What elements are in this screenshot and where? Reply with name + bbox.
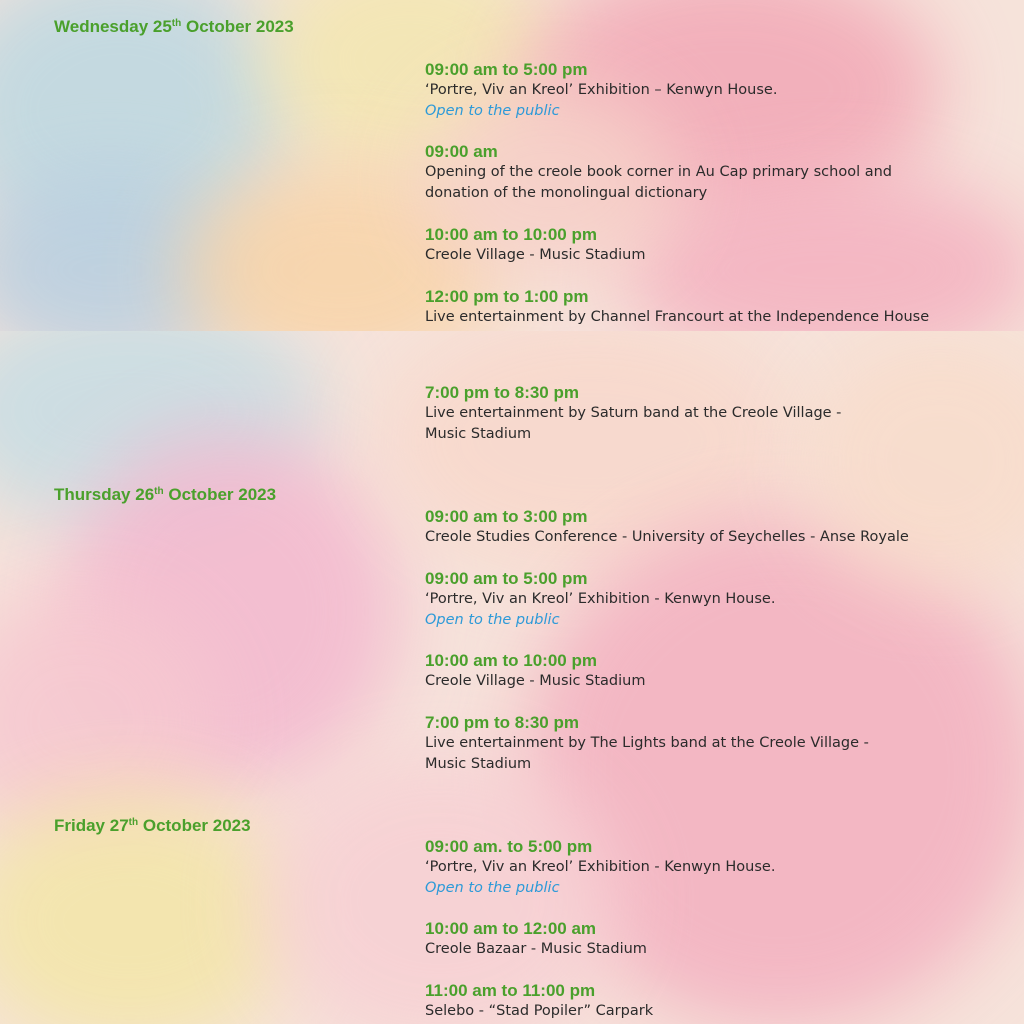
event-time: 09:00 am to 5:00 pm — [425, 60, 588, 79]
event-time: 12:00 pm to 1:00 pm — [425, 287, 589, 306]
event-description: Creole Studies Conference - University of Seychelles - Anse Royale — [425, 529, 909, 545]
event-description: Opening of the creole book corner in Au Cap primary school and donation of the monolingual dictionary — [425, 164, 893, 201]
event-time: 09:00 am — [425, 142, 498, 161]
event-time: 7:00 pm to 8:30 pm — [425, 383, 579, 402]
event-description: ‘Portre, Viv an Kreol’ Exhibition – Kenwyn House. — [425, 82, 778, 98]
event-description: ‘Portre, Viv an Kreol’ Exhibition - Kenwyn House. — [425, 591, 776, 607]
public-access-note: Open to the public — [425, 612, 560, 628]
event-time: 09:00 am to 5:00 pm — [425, 569, 588, 588]
day-heading-wednesday: Wednesday 25th October 2023 — [54, 17, 294, 36]
event-description: Live entertainment by Saturn band at the Creole Village - Music Stadium — [425, 405, 842, 442]
schedule-event — [425, 836, 995, 899]
schedule-event — [425, 650, 995, 692]
event-description: Creole Bazaar - Music Stadium — [425, 941, 647, 957]
event-time: 7:00 pm to 8:30 pm — [425, 713, 579, 732]
event-time: 09:00 am. to 5:00 pm — [425, 837, 593, 856]
event-time: 10:00 am to 12:00 am — [425, 919, 597, 938]
event-description: Creole Village - Music Stadium — [425, 247, 646, 263]
event-time: 10:00 am to 10:00 pm — [425, 651, 597, 670]
event-description: Selebo - “Stad Popiler” Carpark — [425, 1003, 654, 1019]
public-access-note: Open to the public — [425, 880, 560, 896]
schedule-event — [425, 141, 995, 204]
day-heading-friday: Friday 27th October 2023 — [54, 816, 251, 835]
schedule-event — [425, 224, 995, 266]
schedule-event — [425, 382, 995, 445]
schedule-event — [425, 568, 995, 631]
schedule-event — [425, 59, 995, 122]
event-description: ‘Portre, Viv an Kreol’ Exhibition - Kenwyn House. — [425, 859, 776, 875]
event-description: Creole Village - Music Stadium — [425, 673, 646, 689]
schedule-event — [425, 712, 995, 775]
schedule-event — [425, 918, 995, 960]
event-description: Live entertainment by The Lights band at the Creole Village - Music Stadium — [425, 735, 869, 772]
event-time: 11:00 am to 11:00 pm — [425, 981, 596, 1000]
schedule-event — [425, 980, 995, 1022]
schedule-event — [425, 286, 995, 328]
schedule-event — [425, 506, 995, 548]
event-description: Live entertainment by Channel Francourt at the Independence House — [425, 309, 930, 325]
event-time: 09:00 am to 3:00 pm — [425, 507, 588, 526]
day-heading-thursday: Thursday 26th October 2023 — [54, 485, 277, 504]
event-time: 10:00 am to 10:00 pm — [425, 225, 597, 244]
public-access-note: Open to the public — [425, 103, 560, 119]
